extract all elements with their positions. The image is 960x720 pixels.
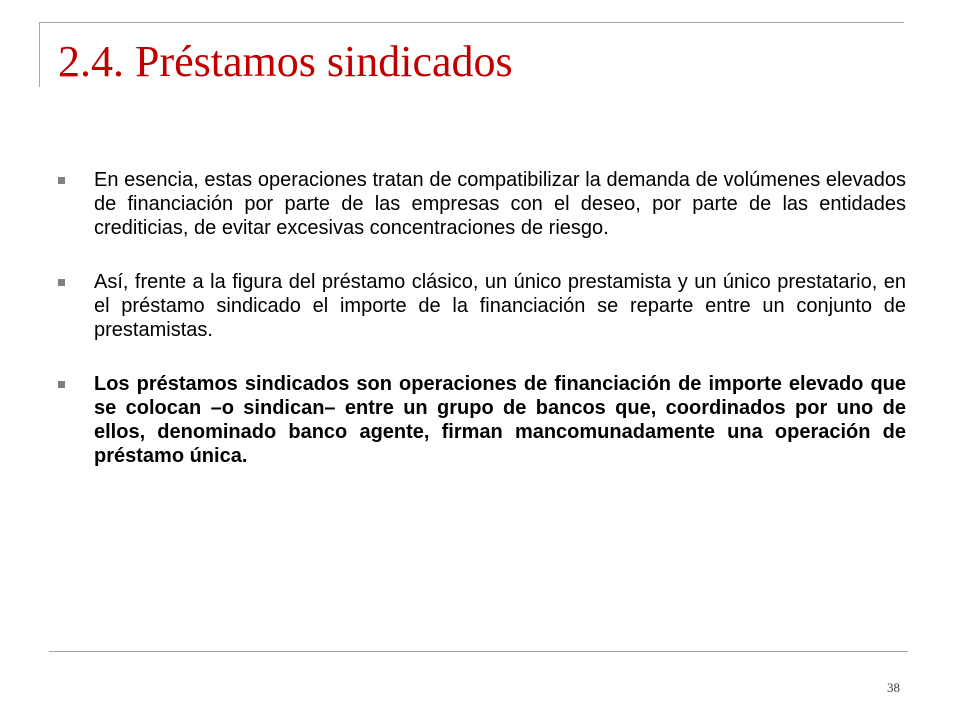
bullet-item bbox=[58, 270, 906, 342]
bullet-text: Los préstamos sindicados son operaciones de financiación de importe elevado que se colocan –o sindican– entre un grupo de bancos que, coordinados por uno de ellos, denominado banco agente, firman mancomunadamente una operación de préstamo única. bbox=[94, 373, 906, 467]
page-number: 38 bbox=[887, 680, 900, 695]
square-bullet-icon bbox=[58, 279, 65, 286]
bullet-item bbox=[58, 168, 906, 240]
bullet-item-bold bbox=[58, 372, 906, 468]
bullet-text: Así, frente a la figura del préstamo clásico, un único prestamista y un único prestatario, en el préstamo sindicado el importe de la financiación se reparte entre un conjunto de prestamistas. bbox=[94, 271, 906, 341]
bullet-text: En esencia, estas operaciones tratan de compatibilizar la demanda de volúmenes elevados de financiación por parte de las empresas con el deseo, por parte de las entidades crediticias, de evitar excesivas concentraciones de riesgo. bbox=[94, 169, 906, 239]
title-frame-top-rule bbox=[39, 22, 904, 23]
slide-title: 2.4. Préstamos sindicados bbox=[58, 37, 513, 86]
title-frame-left-rule bbox=[39, 22, 40, 87]
bullet-list bbox=[58, 168, 906, 468]
square-bullet-icon bbox=[58, 177, 65, 184]
square-bullet-icon bbox=[58, 381, 65, 388]
footer-rule bbox=[49, 651, 908, 652]
